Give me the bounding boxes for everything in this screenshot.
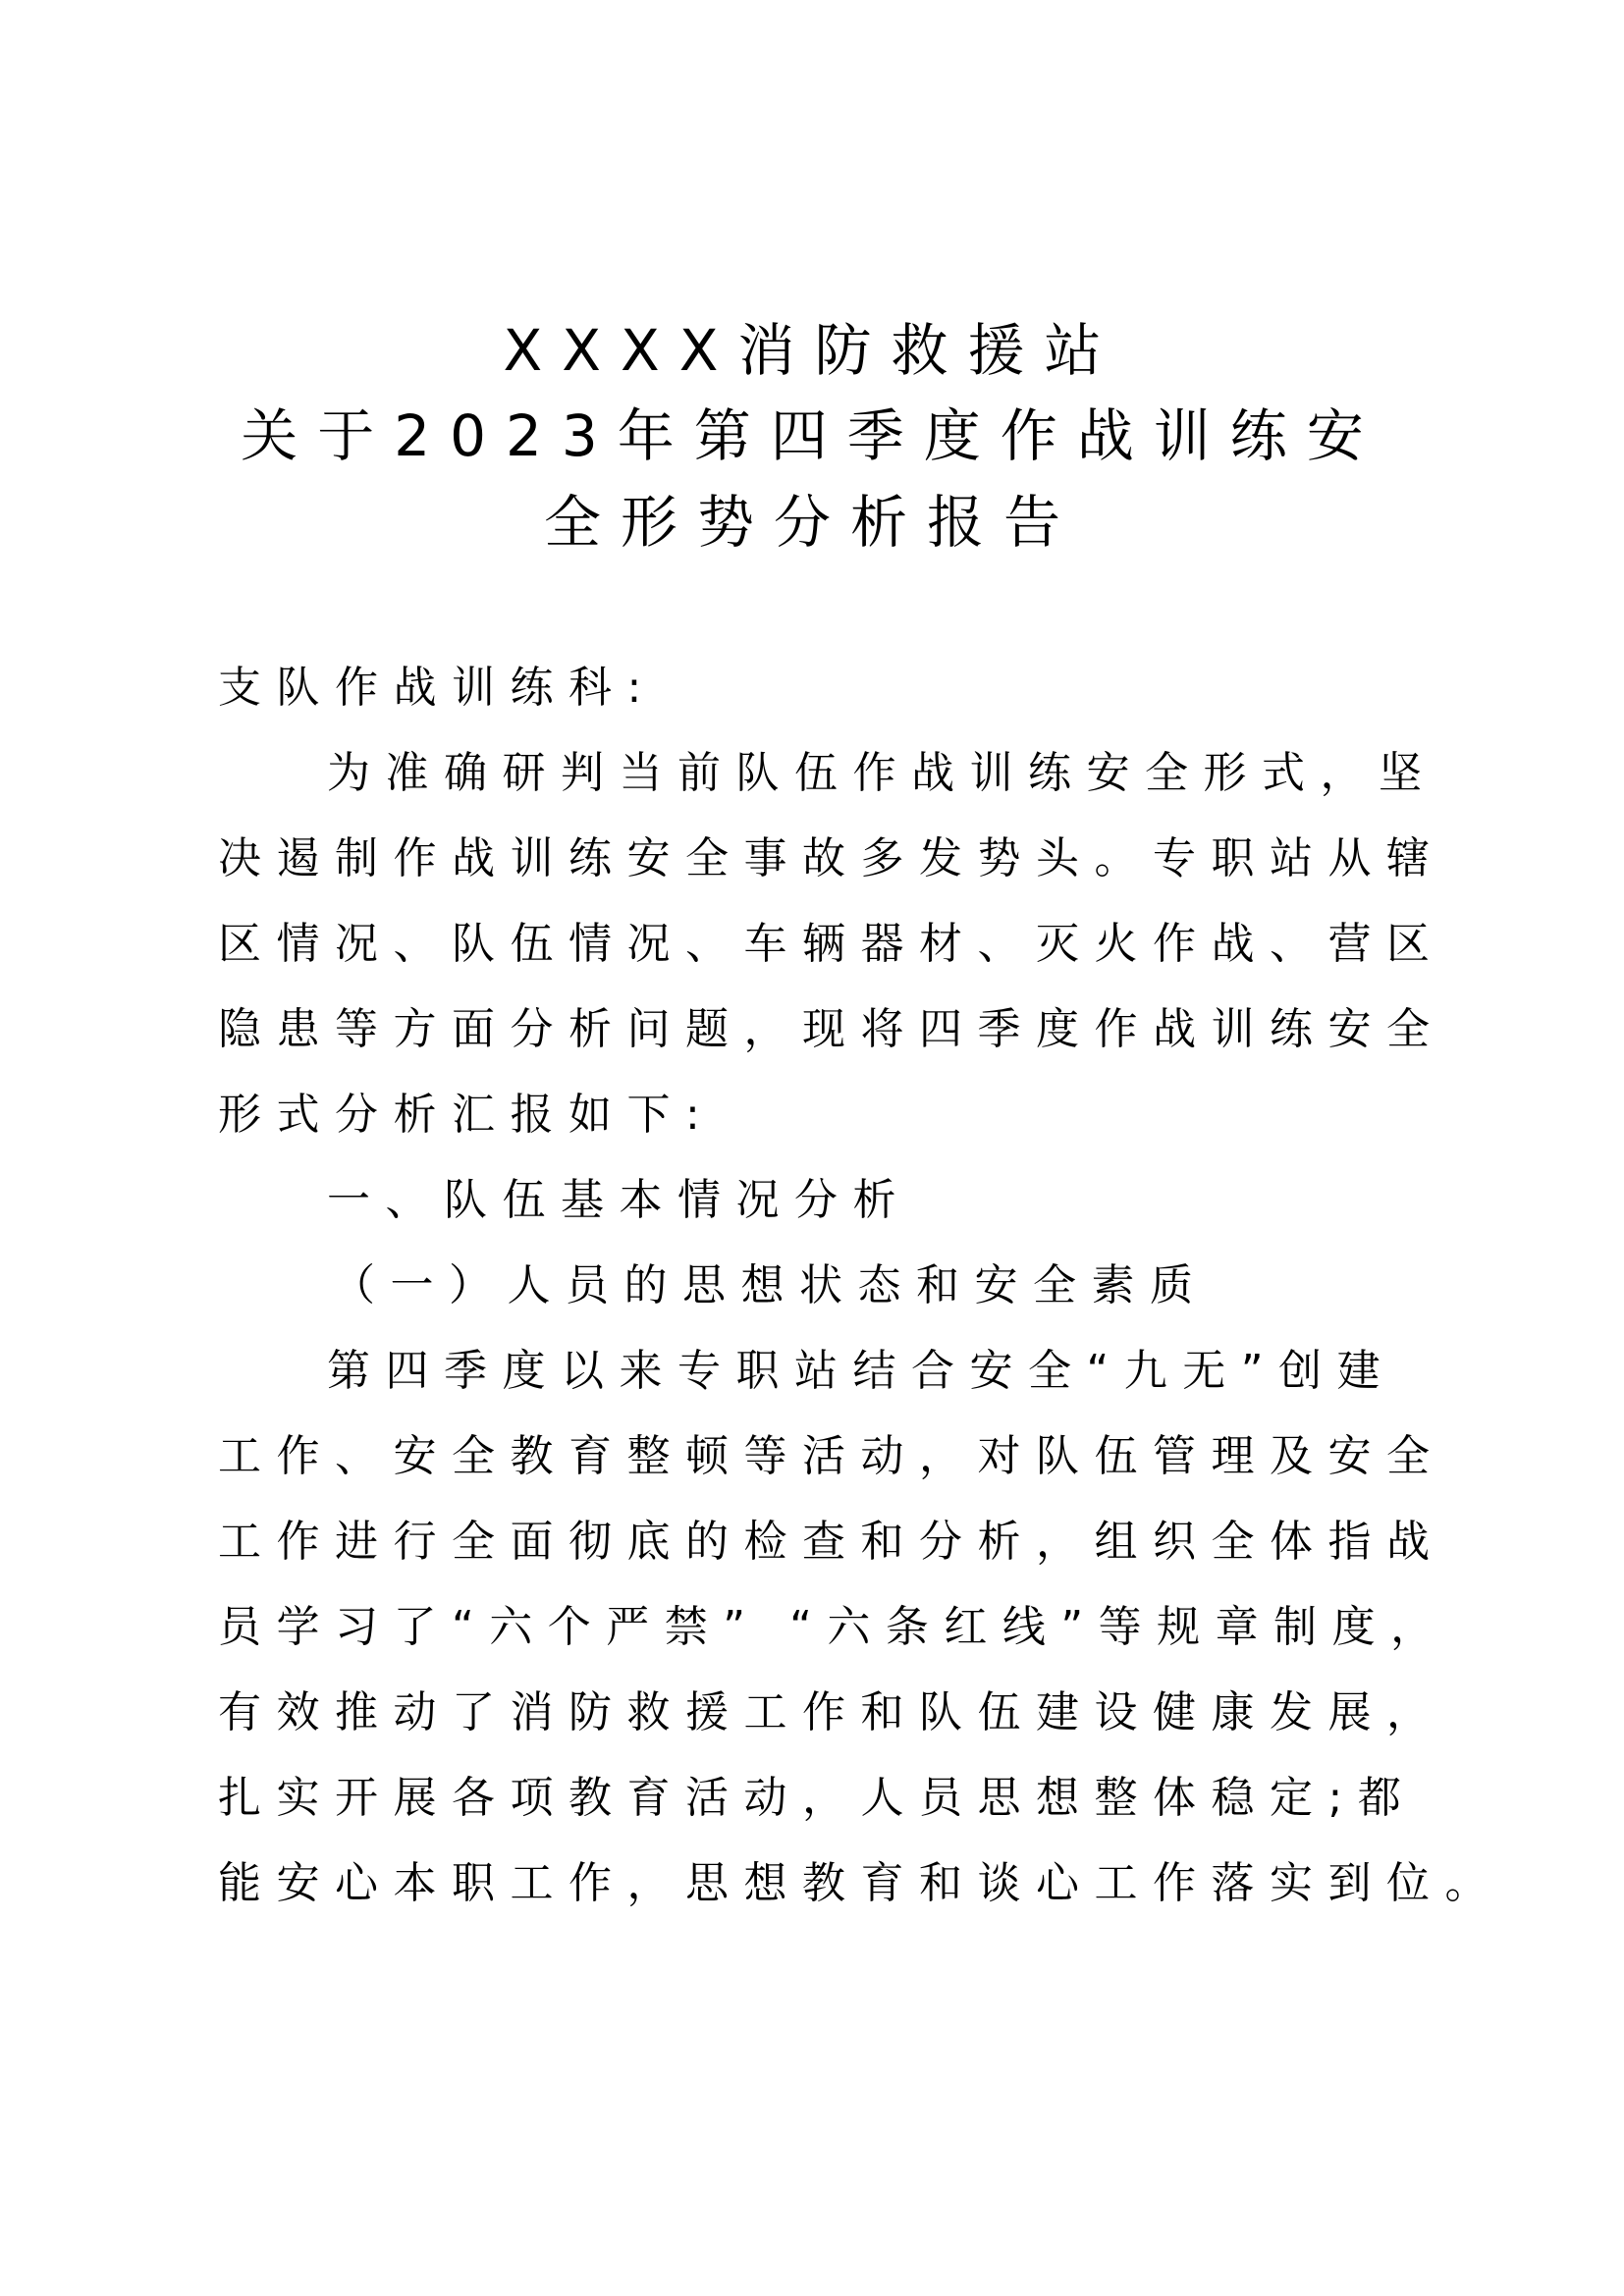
intro-line-4: 隐患等方面分析问题，现将四季度作战训练安全 xyxy=(218,1004,1445,1054)
document-title-line-1: XXXX消防救援站 xyxy=(503,317,1121,384)
intro-line-5: 形式分析汇报如下: xyxy=(218,1090,716,1140)
paragraph-line-6: 扎实开展各项教育活动，人员思想整体稳定;都 xyxy=(218,1773,1417,1823)
salutation: 支队作战训练科: xyxy=(218,663,657,713)
paragraph-line-2: 工作、安全教育整顿等活动，对队伍管理及安全 xyxy=(218,1431,1445,1481)
paragraph-line-4: 员学习了“六个严禁” “六条红线”等规章制度， xyxy=(218,1602,1449,1652)
paragraph-line-3: 工作进行全面彻底的检查和分析，组织全体指战 xyxy=(218,1517,1445,1567)
paragraph-line-1: 第四季度以来专职站结合安全“九无”创建 xyxy=(327,1346,1396,1396)
paragraph-line-7: 能安心本职工作，思想教育和谈心工作落实到位。 xyxy=(218,1858,1503,1908)
paragraph-line-5: 有效推动了消防救援工作和队伍建设健康发展， xyxy=(218,1687,1445,1737)
section-heading: 一、队伍基本情况分析 xyxy=(327,1175,911,1225)
intro-line-3: 区情况、队伍情况、车辆器材、灭火作战、营区 xyxy=(218,919,1445,969)
intro-line-1: 为准确研判当前队伍作战训练安全形式，坚 xyxy=(327,748,1437,798)
subsection-heading: （一）人员的思想状态和安全素质 xyxy=(332,1260,1209,1310)
document-title-line-3: 全形势分析报告 xyxy=(543,489,1080,556)
document-title-line-2: 关于2023年第四季度作战训练安 xyxy=(241,402,1383,469)
intro-line-2: 决遏制作战训练安全事故多发势头。专职站从辖 xyxy=(218,833,1445,883)
